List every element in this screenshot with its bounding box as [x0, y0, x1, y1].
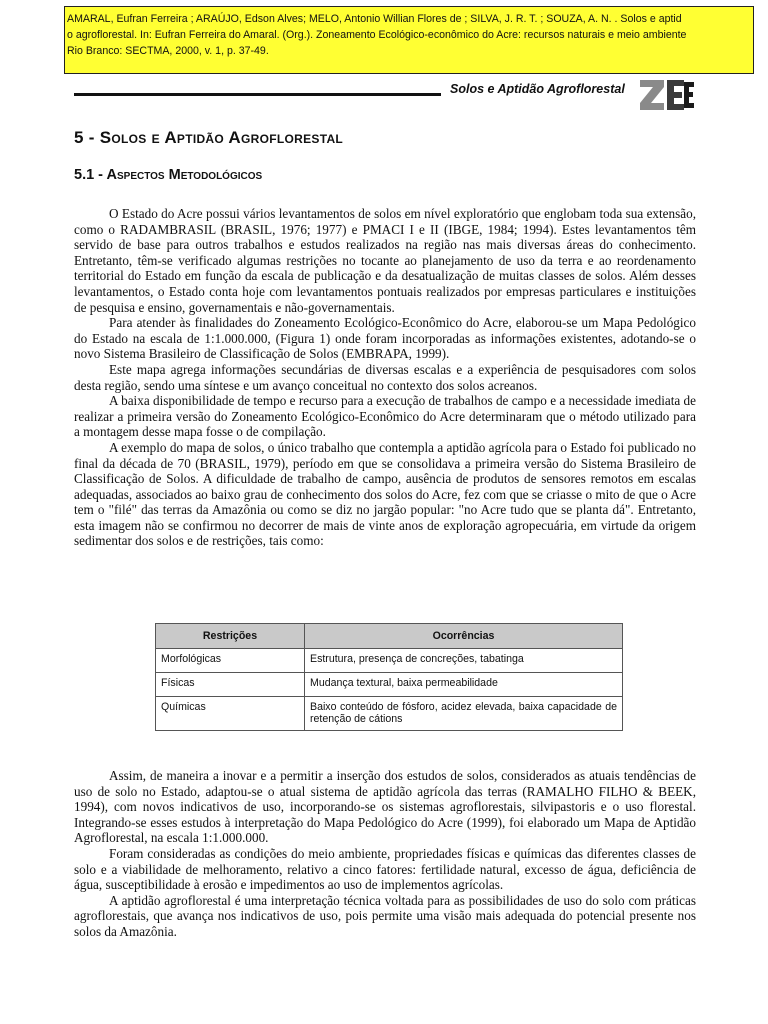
restrictions-table: [155, 623, 623, 731]
section-title: 5.1 - Aspectos Metodológicos: [74, 167, 263, 183]
body-text-bottom: [74, 768, 696, 940]
paragraph: Foram consideradas as condições do meio ambiente, propriedades físicas e químicas das diferentes classes de solo e a viabilidade de melhoramento, relativo a cinco fatores: fertilidade natural, excesso de água, deficiência de água, susceptibilidade à erosão e impedimentos ao uso de implementos agrícolas.: [74, 845, 696, 893]
running-header-title: Solos e Aptidão Agroflorestal: [450, 82, 625, 96]
citation-line: AMARAL, Eufran Ferreira ; ARAÚJO, Edson Alves; MELO, Antonio Willian Flores de ; SILVA, J. R. T. ; SOUZA, A. N. . Solos e aptid: [67, 13, 682, 25]
paragraph: A aptidão agroflorestal é uma interpretação técnica voltada para as possibilidades de uso do solo com práticas agroflorestais, que avança nos indicativos de uso, pois permite uma visão mais adequada do potencial presente nos solos da Amazônia.: [74, 892, 696, 939]
citation-line: o agroflorestal. In: Eufran Ferreira do Amaral. (Org.). Zoneamento Ecológico-econômico do Acre: recursos naturais e meio ambiente: [67, 29, 687, 41]
paragraph: Para atender às finalidades do Zoneamento Ecológico-Econômico do Acre, elaborou-se um Mapa Pedológico do Estado na escala de 1:1.000.000, (Figura 1) onde foram incorporadas as informações existentes, adotando-se o novo Sistema Brasileiro de Classificação de Solos (EMBRAPA, 1999).: [74, 315, 696, 362]
table-header-restricoes: Restrições: [156, 624, 305, 649]
paragraph: A exemplo do mapa de solos, o único trabalho que contempla a aptidão agrícola para o Estado foi publicado no final da década de 70 (BRASIL, 1979), período em que se consolidava a primeira versão do Sistema Brasileiro de Classificação de Solos. A dificuldade de trabalho de campo, ausência de produtos de sensores remotos em escalas adequadas, associados ao baixo grau de conhecimento dos solos do Acre, fez com que se criasse o mito de que o Acre tem o "filé" das terras da Amazônia ou como se diz no jargão popular: "no Acre tudo que se planta dá". Entretanto, esta imagem não se confirmou no decorrer de mais de vinte anos de exploração agropecuária, em virtude da origem sedimentar dos solos e de restrições, tais como:: [74, 439, 696, 549]
paragraph: Este mapa agrega informações secundárias de diversas escalas e a experiência de pesquisadores com solos desta região, sendo uma síntese e um avanço conceitual no contexto dos solos acreanos.: [74, 361, 696, 393]
table-cell: Mudança textural, baixa permeabilidade: [305, 673, 623, 697]
table-cell: Estrutura, presença de concreções, tabatinga: [305, 649, 623, 673]
body-text-top: [74, 206, 696, 549]
paragraph: O Estado do Acre possui vários levantamentos de solos em nível exploratório que englobam toda sua extensão, como o RADAMBRASIL (BRASIL, 1976; 1977) e PMACI I e II (IBGE, 1984; 1994). Estes levantamentos têm servido de base para outros trabalhos e estudos realizados na região nas mais diversas áreas do conhecimento. Entretanto, têm-se verificado algumas restrições no tocante ao planejamento de uso da terra e ao reordenamento territorial do Estado em função da escala de publicação e da desatualização de muitas classes de solos. Além desses levantamentos, o Estado conta hoje com levantamentos pontuais realizados por empresas particulares e instituições de pesquisa e ensino, governamentais e não-governamentais.: [74, 206, 696, 315]
table-row: [156, 649, 623, 673]
table-cell: Morfológicas: [156, 649, 305, 673]
paragraph: Assim, de maneira a inovar e a permitir a inserção dos estudos de solos, considerados as atuais tendências de uso de solo no Estado, adaptou-se o atual sistema de aptidão agrícola das terras (RAMALHO FILHO & BEEK, 1994), com novos indicativos de uso, incorporando-se os sistemas agroflorestais, silvipastoris e o uso florestal. Integrando-se esses estudos à interpretação do Mapa Pedológico do Acre (1999), foi elaborado um Mapa de Aptidão Agroflorestal, na escala 1:1.000.000.: [74, 768, 696, 846]
zee-logo: [638, 76, 696, 112]
header-rule: [74, 93, 441, 96]
table-cell: Químicas: [156, 697, 305, 731]
citation-box: [64, 6, 754, 74]
table-row: [156, 697, 623, 731]
paragraph: A baixa disponibilidade de tempo e recurso para a execução de trabalhos de campo e a necessidade imediata de realizar a primeira versão do Zoneamento Ecológico-Econômico do Acre determinaram que o método utilizado para a montagem desse mapa fosse o de compilação.: [74, 393, 696, 440]
table-cell: Baixo conteúdo de fósforo, acidez elevada, baixa capacidade de retenção de cátions: [305, 697, 623, 731]
citation-line: Rio Branco: SECTMA, 2000, v. 1, p. 37-49.: [67, 45, 269, 57]
table-row: [156, 673, 623, 697]
chapter-title: 5 - Solos e Aptidão Agroflorestal: [74, 128, 344, 147]
table-header-ocorrencias: Ocorrências: [305, 624, 623, 649]
table-cell: Físicas: [156, 673, 305, 697]
